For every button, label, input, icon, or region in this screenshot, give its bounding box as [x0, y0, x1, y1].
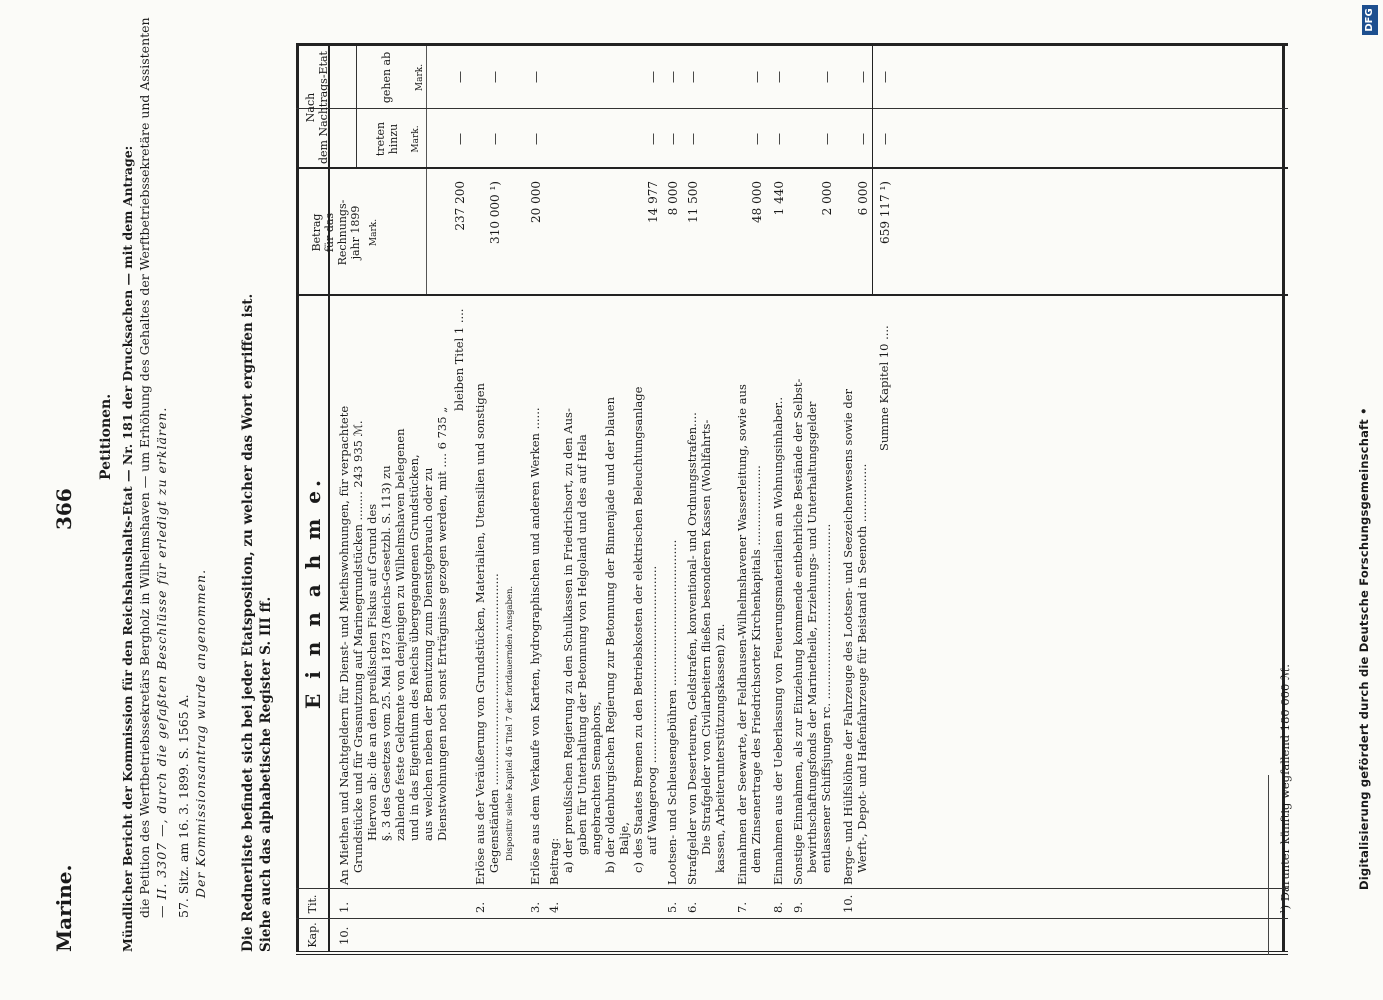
row-1-line-7: aus welchen neben der Benutzung zum Dienstgebrauch oder zu: [421, 467, 435, 841]
tit-9: 9.: [791, 902, 805, 913]
row-7-line-2: dem Zinsenertrage des Friedrichsorter Kirchenkapitals ......................: [749, 465, 763, 873]
row-4-line-3: gaben für Unterhaltung der Betonnung von Helgoland und des auf Hela: [575, 434, 589, 855]
row-6-betrag: 11 500: [686, 181, 700, 223]
row-9-line-1: Sonstige Einnahmen, als zur Einziehung kommende entbehrliche Bestände der Selbst-: [791, 378, 805, 885]
row-2-betrag: 310 000 ¹): [488, 181, 502, 244]
table-top-rule: [296, 46, 299, 951]
report-line-2: die Petition des Werftbetriebssekretärs Bergholz in Wilhelmshaven — um Erhöhung des Gehaltes der Werftbetriebssekretäre und Assistenten: [137, 17, 152, 918]
row-2-line-2: Gegenständen ..........................................................: [487, 573, 501, 873]
tit-2: 2.: [473, 902, 487, 913]
row-1-line-2: Grundstücke und für Grasnutzung auf Marinegrundstücken ........ 243 935 ℳ.: [351, 420, 365, 873]
income-table: [296, 43, 1288, 955]
header-gehen: [380, 46, 427, 109]
header-nach-2: dem Nachtrags-Etat: [317, 51, 330, 164]
row-4-line-8: auf Wangeroog ......................................................: [645, 565, 659, 855]
left-header: Marine.: [52, 864, 76, 952]
col-rule-tit: [296, 888, 1288, 889]
row-9-line-2: bewirthschaftungsfonds der Marinetheile, Erziehungs- und Unterhaltungsgelder: [805, 401, 819, 873]
row-4-line-2: a) der preußischen Regierung zu den Schulkassen in Friedrichsort, zu den Aus-: [561, 408, 575, 873]
accepted-line: Der Kommissionsantrag wurde angenommen.: [193, 568, 208, 898]
row-10-line-1: Berge- und Hülfslöhne der Fahrzeuge des Lootsen- und Seezeichenwesens sowie der: [841, 388, 855, 885]
row-9-betrag: 2 000: [820, 181, 834, 216]
row-10-betrag: 6 000: [856, 181, 870, 216]
row-6-treten: —: [686, 133, 700, 145]
tit-7: 7.: [735, 902, 749, 913]
header-betrag: [310, 169, 381, 296]
row-2-treten: —: [488, 133, 502, 145]
row-8-treten: —: [772, 133, 786, 145]
report-line-1-text: Mündlicher Bericht der Kommission für den Reichshaushalts-Etat — Nr. 181 der Drucksachen — mit dem Antrage:: [120, 145, 135, 952]
speaker-note-1: Die Rednerliste befindet sich bei jeder Etatsposition, zu welcher das Wort ergriffen ist.: [240, 293, 256, 952]
tit-3: 3.: [528, 902, 542, 913]
col-rule-betrag: [296, 294, 1288, 296]
row-3-gehen: —: [529, 71, 543, 83]
row-10-treten: —: [856, 133, 870, 145]
row-1-line-6: und in das Eigenthum des Reichs übergegangenen Grundstücken,: [407, 454, 421, 841]
row-5-treten: —: [666, 133, 680, 145]
col-rule-nach: [296, 167, 1288, 169]
row-6-line-1: Strafgelder von Deserteuren, Geldstrafen, konventional- und Ordnungsstrafen....: [685, 412, 699, 885]
header-gehen-mark: Mark.: [415, 63, 425, 92]
row-2-gehen: —: [488, 71, 502, 83]
row-7-betrag: 48 000: [750, 181, 764, 223]
row-2-note: Dispositiv siehe Kapitel 46 Titel 7 der fortdauernden Ausgaben.: [505, 585, 515, 861]
header-betrag-3: Rechnungs-: [336, 199, 349, 266]
row-4-line-1: Beitrag:: [547, 837, 561, 885]
header-einnahme: E i n n a h m e.: [301, 476, 325, 710]
header-treten-mark: Mark.: [411, 125, 421, 153]
row-7-treten: —: [750, 133, 764, 145]
header-treten-1: treten: [374, 121, 387, 157]
page-number: 366: [52, 488, 76, 530]
dfg-logo: DFG: [1362, 5, 1378, 35]
row-1-betrag: 237 200: [453, 181, 467, 231]
header-betrag-mark: Mark.: [369, 218, 379, 247]
row-10-gehen: —: [856, 71, 870, 83]
row-1-line-3: Hiervon ab: die an den preußischen Fiskus auf Grund des: [365, 503, 379, 841]
row-8-gehen: —: [772, 71, 786, 83]
tit-4: 4.: [547, 902, 561, 913]
row-9-line-3: entlassener Schiffsjungen rc. ................................................: [819, 523, 833, 873]
report-line-1: [120, 146, 135, 952]
row-6-gehen: —: [686, 71, 700, 83]
row-6-line-3: kassen, Arbeiterunterstützungskassen) zu.: [713, 623, 727, 873]
summe-label: Summe Kapitel 10 ....: [877, 325, 891, 451]
row-7-line-1: Einnahmen der Seewarte, der Feldhausen-Wilhelmshavener Wasserleitung, sowie aus: [735, 384, 749, 885]
row-3-line-1: Erlöse aus dem Verkaufe von Karten, hydrographischen und anderen Werken ......: [528, 407, 542, 885]
header-nach: [304, 46, 330, 169]
header-gehen-1: gehen ab: [380, 51, 393, 104]
tit-6: 6.: [685, 902, 699, 913]
header-treten: [374, 109, 423, 169]
row-4-line-5: b) der oldenburgischen Regierung zur Betonnung der Binnenjade und der blauen: [603, 396, 617, 873]
header-betrag-2: für das: [323, 212, 336, 253]
header-treten-2: hinzu: [387, 123, 400, 155]
kapitel-number: 10.: [337, 926, 351, 945]
row-1-line-5: zahlende feste Geldrente von denjenigen zu Wilhelmshaven belegenen: [393, 428, 407, 841]
row-1-line-1: An Miethen und Nachtgeldern für Dienst- und Miethswohnungen, für verpachtete: [337, 405, 351, 885]
row-7-gehen: —: [750, 71, 764, 83]
row-9-treten: —: [820, 133, 834, 145]
row-4-treten: —: [646, 133, 660, 145]
row-8-betrag: 1 440: [772, 181, 786, 216]
row-1-treten: —: [453, 133, 467, 145]
col-rule-gehen: [296, 108, 1288, 109]
digitization-credit: Digitalisierung gefördert durch die Deutsche Forschungsgemeinschaft •: [1357, 407, 1371, 890]
row-4-line-4: angebrachten Semaphors,: [589, 701, 603, 855]
header-betrag-1: Betrag: [310, 213, 323, 252]
speaker-note-2: Siehe auch das alphabetische Register S. III ff.: [258, 596, 274, 952]
summe-rule: [872, 46, 873, 296]
row-5-line-1: Lootsen- und Schleusengebühren ........................................: [665, 539, 679, 885]
summe-gehen: —: [878, 71, 892, 83]
footnote: ¹) Darunter künftig wegfallend 180 000 ℳ.: [1278, 664, 1292, 914]
tit-5: 5.: [665, 902, 679, 913]
tit-8: 8.: [771, 902, 785, 913]
header-tit: Tit.: [306, 894, 319, 914]
col-rule-kap: [296, 918, 1288, 919]
tit-1: 1.: [337, 902, 351, 913]
row-2-line-1: Erlöse aus der Veräußerung von Grundstücken, Materialien, Utensilien und sonstigen: [473, 383, 487, 885]
row-6-line-2: Die Strafgelder von Civilarbeitern fließen besonderen Kassen (Wohlfahrts-: [699, 419, 713, 855]
row-3-treten: —: [529, 133, 543, 145]
row-4-betrag: 14 977: [646, 181, 660, 223]
header-nach-1: Nach: [304, 92, 317, 123]
header-betrag-4: jahr 1899: [349, 205, 362, 260]
row-1-gehen: —: [453, 71, 467, 83]
row-1-line-9: bleiben Titel 1 ....: [452, 308, 466, 411]
summe-betrag: 659 117 ¹): [878, 181, 892, 244]
tit-10: 10.: [841, 894, 855, 913]
session-line: 57. Sitz. am 16. 3. 1899. S. 1565 A.: [176, 694, 191, 918]
row-5-betrag: 8 000: [666, 181, 680, 216]
footnote-rule: [1268, 775, 1269, 955]
row-9-gehen: —: [820, 71, 834, 83]
row-1-line-4: §. 3 des Gesetzes vom 25. Mai 1873 (Reichs-Gesetzbl. S. 113) zu: [379, 465, 393, 841]
row-10-line-2: Werft-, Depot- und Hafenfahrzeuge für Beistand in Seenoth ................: [855, 463, 869, 873]
summe-treten: —: [878, 133, 892, 145]
report-line-3: — II. 3307 —, durch die gefaßten Beschlüsse für erledigt zu erklären.: [154, 406, 169, 918]
section-title: Petitionen.: [98, 393, 114, 480]
row-1-line-8: Dienstwohnungen noch sonst Erträgnisse gezogen werden, mit .... 6 735 „: [435, 406, 449, 841]
row-5-gehen: —: [666, 71, 680, 83]
row-4-gehen: —: [646, 71, 660, 83]
row-4-line-6: Balje,: [617, 821, 631, 855]
row-8-line-1: Einnahmen aus der Ueberlassung von Feuerungsmaterialien an Wohnungsinhaber..: [771, 396, 785, 885]
row-3-betrag: 20 000: [529, 181, 543, 223]
header-kap: Kap.: [306, 922, 319, 948]
row-4-line-7: c) des Staates Bremen zu den Betriebskosten der elektrischen Beleuchtungsanlage: [631, 386, 645, 873]
